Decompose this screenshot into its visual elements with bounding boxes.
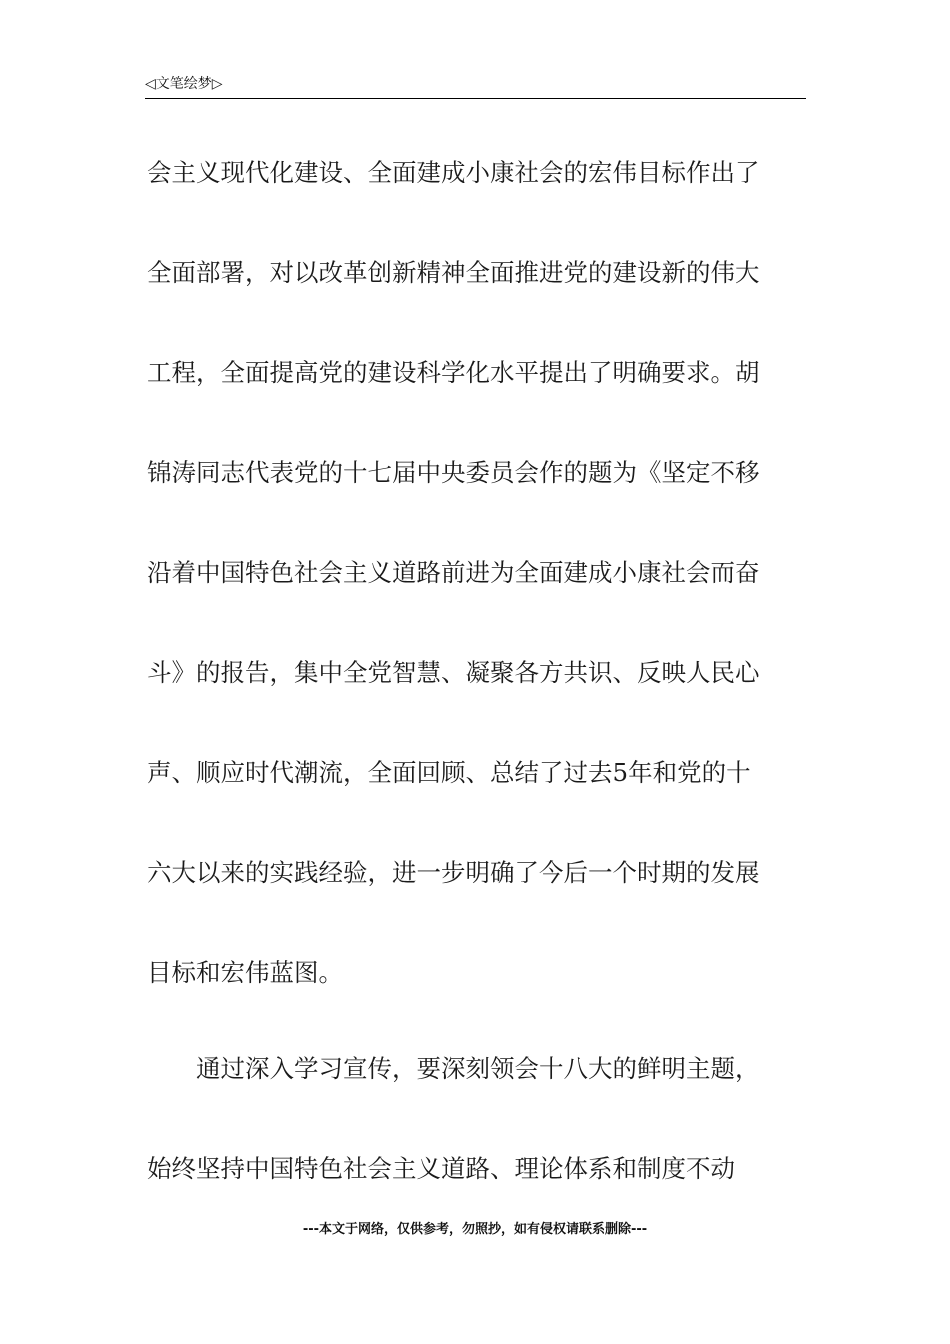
body-line-4: 锦涛同志代表党的十七届中央委员会作的题为《坚定不移	[147, 458, 760, 487]
page-header	[145, 74, 806, 99]
body-line-3: 工程，全面提高党的建设科学化水平提出了明确要求。胡	[147, 358, 760, 387]
body-line-2: 全面部署，对以改革创新精神全面推进党的建设新的伟大	[147, 258, 760, 287]
body-line-6: 斗》的报告，集中全党智慧、凝聚各方共识、反映人民心	[147, 658, 760, 687]
body-line-9: 目标和宏伟蓝图。	[147, 958, 343, 987]
body-line-5: 沿着中国特色社会主义道路前进为全面建成小康社会而奋	[147, 558, 760, 587]
body-line-10: 通过深入学习宣传，要深刻领会十八大的鲜明主题，	[196, 1054, 760, 1083]
page-footer: ---本文于网络，仅供参考，勿照抄，如有侵权请联系删除---	[302, 1222, 648, 1237]
body-line-1: 会主义现代化建设、全面建成小康社会的宏伟目标作出了	[147, 158, 760, 187]
body-line-7: 声、顺应时代潮流，全面回顾、总结了过去5年和党的十	[147, 758, 751, 787]
header-title: ◁文笔绘梦▷	[145, 76, 223, 92]
body-line-11: 始终坚持中国特色社会主义道路、理论体系和制度不动	[147, 1154, 735, 1183]
body-line-8: 六大以来的实践经验，进一步明确了今后一个时期的发展	[147, 858, 760, 887]
